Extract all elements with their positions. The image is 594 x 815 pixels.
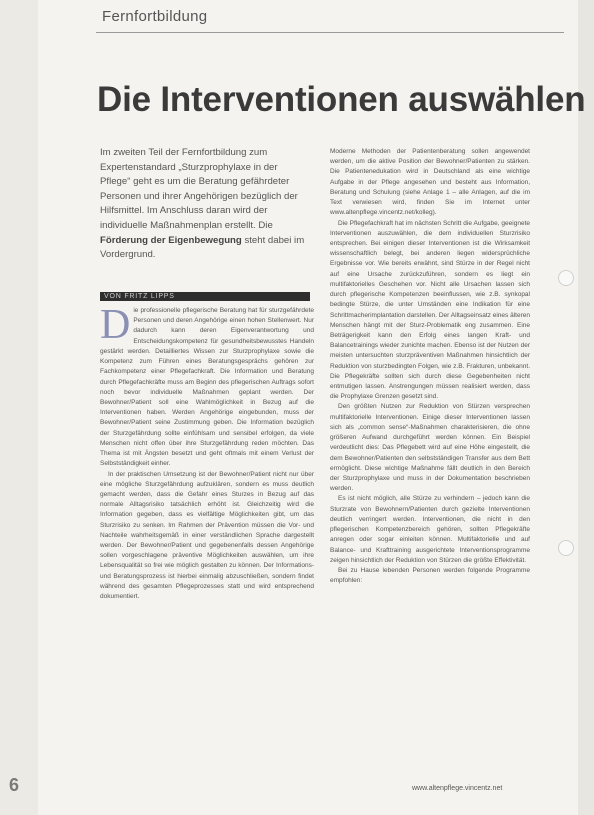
body-paragraph: Bei zu Hause lebenden Personen werden folgende Programme empfohlen:	[330, 566, 530, 585]
intro-tail: steht dabei im Vordergrund.	[100, 234, 305, 261]
binder-hole	[558, 270, 574, 286]
page-margin-right	[578, 0, 594, 815]
body-paragraph: Moderne Methoden der Patientenberatung sollen angewendet werden, um die aktive Position der Bewohner/Patienten zu stärken. Die Patientenedukation wird in Deutschland als eine wichtige Aufgabe in der Pflege angesehen und besteht aus Information, Beratung und Schulung (siehe Anlage 1 – alle Anlagen, auf die im Text verwiesen wird, finden Sie im Internet unter www.altenpflege.vincentz.net/kolleg).	[330, 148, 530, 217]
body-column-right	[330, 147, 530, 586]
paragraph-text: ie professionelle pflegerische Beratung hat für sturzgefährdete Personen und deren Angehörige einen hohen Stellenwert. Nur dadurch kann deren Eigenverantwortung und Entscheidungskompetenz für gesundheitsbewusstes Handeln gestärkt werden. Detailliertes Wissen zur Sturzprophylaxe sowie die Kompetenz zum Führen eines Beratungsgesprächs gehören zur Fachkompetenz einer Pflegefachkraft. Die Information und Beratung durch Pflegefachkräfte muss am Beginn des pflegerischen Auftrags sofort noch bevor individuelle Maßnahmen geplant werden. Der Bewohner/Patient soll eine Wahlmöglichkeit in Bezug auf die Interventionen haben. Werden Angehörige eingebunden, muss der Bewohner/Patient seine Zustimmung geben. Die Information bezüglich der Sturzgefährdung sollte einfühlsam und sensibel erfolgen, da viele Menschen nicht offen über ihre Sturzgefährdung reden möchten. Das Thema ist mit Ängsten besetzt und geht oftmals mit einem Verlust der Selbstständigkeit einher.	[100, 307, 314, 468]
page-number: 6	[9, 775, 20, 795]
body-paragraph: Es ist nicht möglich, alle Stürze zu verhindern – jedoch kann die Sturzrate von Bewohnern/Patienten durch gezielte Interventionen deutlich verringert werden. Interventionen, die nicht in den pflegerischen Kompetenzbereich gehören, sollten Pflegekräfte anregen oder sogar einleiten können. Multifaktorielle und auf Balance- und Krafttraining ausgerichtete Interventionsprogramme zeigen hinsichtlich der Reduktion von Stürzen die größte Effektivität.	[330, 495, 530, 564]
page-margin-left	[0, 0, 38, 815]
author-byline: VON FRITZ LIPPS	[104, 293, 175, 300]
body-paragraph: Die Pflegefachkraft hat im nächsten Schritt die Aufgabe, geeignete Interventionen auszuwählen, die dem individuellen Sturzrisiko entsprechen. Bei einigen dieser Interventionen ist die Wirksamkeit wissenschaftlich belegt, bei anderen liegen widersprüchliche Ergebnisse vor. Wie bereits erwähnt, sind Stürze in der Regel nicht auf eine Ursache zurückzuführen, sondern es liegt ein multifaktorielles Geschehen vor. Nicht alle Ursachen lassen sich durch pflegerische Kompetenzen beeinflussen, wie z.B. synkopal bedingte Stürze, die unter Umständen eine Indikation für eine Schrittmacherimplantation darstellen. Der Alltagseinsatz eines älteren Menschen hängt mit der Sturz-Problematik eng zusammen. Eine Beträgerigkeit kann den Erfolg eines langen Kraft- und Balancetrainings wieder zunichte machen. Ebenso ist der Nutzen der meisten untersuchten sturzpräventiven Maßnahmen hinsichtlich der Reduktion von sturzbedingten Folgen, wie z.B. Frakturen, unbekannt. Die Pflegekräfte sollten sich durch diese Gegebenheiten nicht entmutigen lassen. Anstrengungen müssen realisiert werden, dass die Prophylaxe Grenzen gesetzt sind.	[330, 219, 530, 401]
binder-hole	[558, 540, 574, 556]
intro-emphasis: Förderung der Eigenbewegung	[100, 234, 242, 246]
section-label: Fernfortbildung	[102, 8, 208, 25]
header-rule	[96, 32, 564, 33]
drop-cap: D	[100, 302, 131, 348]
footer-url: www.altenpflege.vincentz.net	[412, 785, 503, 792]
body-column-left	[100, 302, 314, 602]
article-intro	[100, 146, 310, 263]
body-paragraph: In der praktischen Umsetzung ist der Bewohner/Patient nicht nur über eine mögliche Sturzgefährdung aufzuklären, sondern es muss deutlich gemacht werden, dass die Gefahr eines Sturzes in Bezug auf das normale Alltagsrisiko tatsächlich erhöht ist. Gleichzeitig wird die Information gegeben, dass es vielfältige Möglichkeiten gibt, um das Sturzrisiko zu senken. Im Rahmen der Prävention müssen die Vor- und Nachteile wahrheitsgemäß in einer verständlichen Sprache dargestellt werden. Der Bewohner/Patient und gegebenenfalls dessen Angehörige sollen vorgeschlagene präventive Möglichkeiten auswählen, um ihre Lebensqualität so frei wie möglich gestalten zu können. Der Informations- und Beratungsprozess ist hierbei einmalig abzuschließen, sondern findet während des gesamten Pflegeprozesses statt und wird entsprechend dokumentiert.	[100, 470, 314, 601]
body-paragraph: Den größten Nutzen zur Reduktion von Stürzen versprechen multifaktorielle Interventionen. Einige dieser Interventionen lassen sich als „common sense“-Maßnahmen charakterisieren, die ohne größeren Aufwand durchgeführt werden können. Ein Beispiel verdeutlicht dies: Das Pflegebett wird auf eine Höhe eingestellt, die dem Bewohner/Patienten den selbstständigen Transfer aus dem Bett ermöglicht. Diese wichtige Maßnahme fällt deutlich in den Bereich der Sturzprophylaxe und muss in der Dokumentation beschrieben werden.	[330, 403, 530, 493]
intro-text: Im zweiten Teil der Fernfortbildung zum Expertenstandard „Sturzprophylaxe in der Pflege“ geht es um die Beratung gefährdeter Personen und ihrer Angehörigen bezüglich der Hilfsmittel. Im Anschluss daran wird der individuelle Maßnahmenplan erstellt. Die	[100, 147, 298, 231]
article-headline: Die Interventionen auswählen	[97, 80, 586, 119]
body-paragraph	[100, 302, 314, 470]
